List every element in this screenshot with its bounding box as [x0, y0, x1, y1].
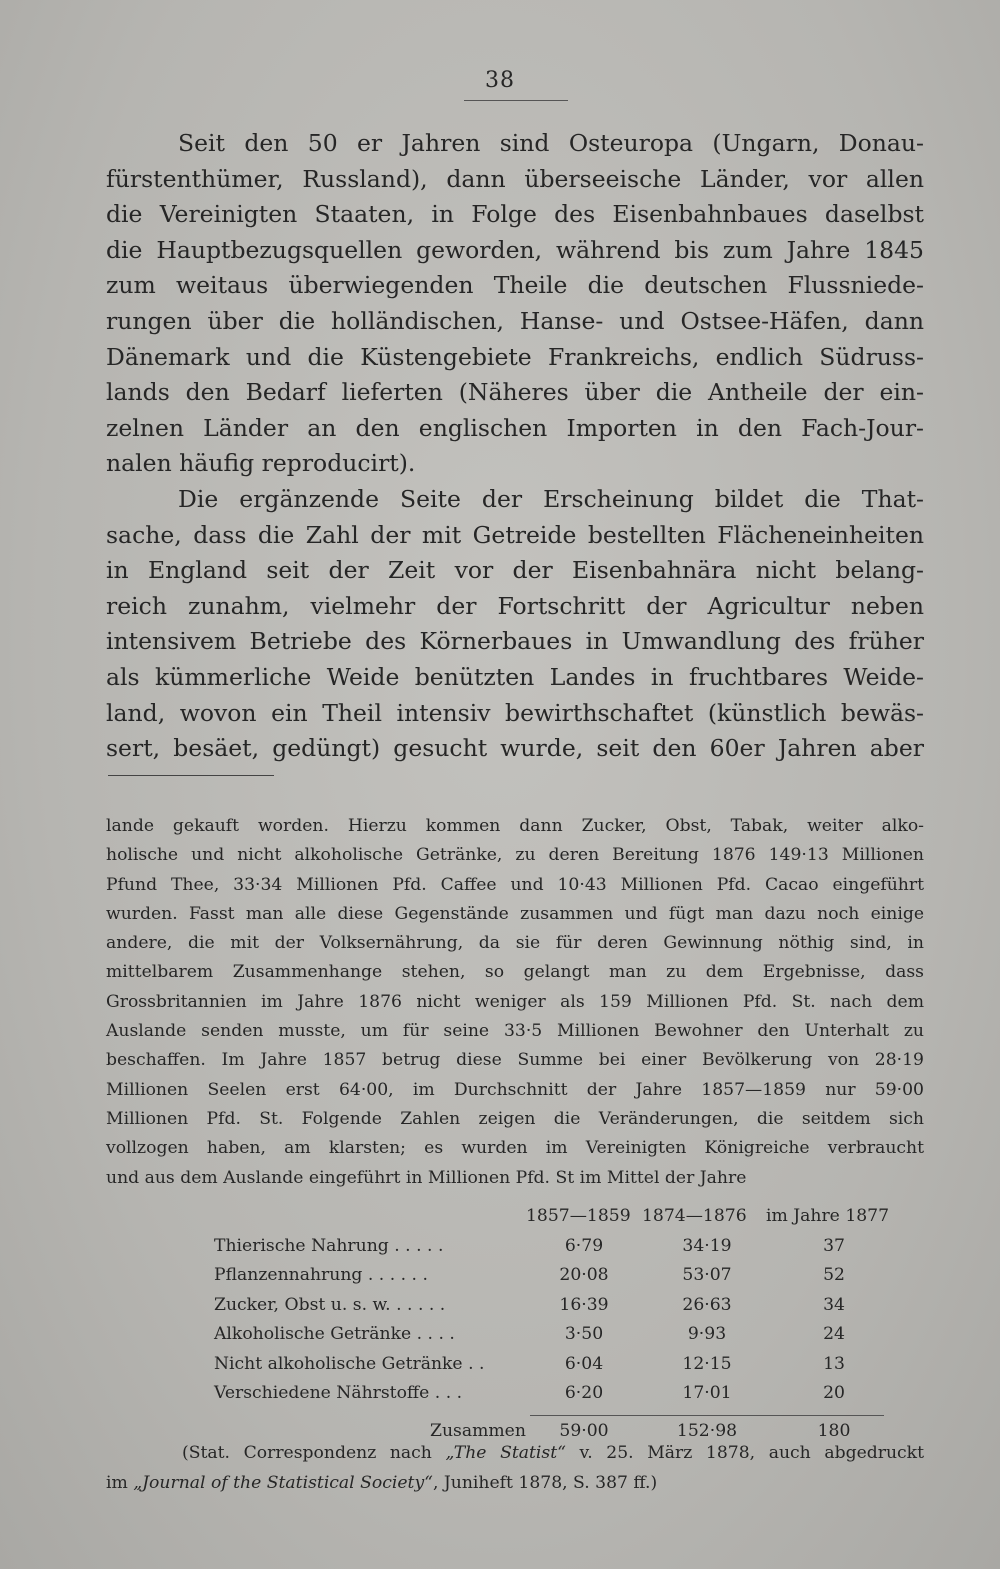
row-label: Alkoholische Getränke . . . .: [214, 1324, 455, 1344]
text-line: in England seit der Zeit vor der Eisenbahnära nicht belang-: [106, 556, 924, 585]
cell-value: 6·04: [564, 1353, 604, 1374]
citation: [106, 1438, 924, 1498]
cell-value: 24: [823, 1324, 845, 1344]
total-value: 152·98: [676, 1420, 738, 1441]
footnote-line: und aus dem Auslande eingeführt in Millionen Pfd. St im Mittel der Jahre: [106, 1167, 747, 1188]
table-row: [214, 1265, 894, 1295]
text-line: als kümmerliche Weide benützten Landes in fruchtbares Weide-: [106, 662, 924, 691]
text-line: land, wovon ein Theil intensiv bewirthschaftet (künstlich bewäs-: [106, 698, 924, 727]
cell-value: 34·19: [682, 1235, 732, 1256]
source-title: „Journal of the Statistical Society“: [133, 1473, 433, 1493]
footnote-line: vollzogen haben, am klarsten; es wurden im Vereinigten Königreiche verbraucht: [106, 1138, 924, 1159]
text-line: zelnen Länder an den englischen Importen in den Fach-Jour-: [106, 413, 924, 442]
main-text: [106, 126, 924, 767]
sum-rule: [530, 1415, 884, 1416]
cell-value: 13: [823, 1353, 845, 1374]
footnote-rule: [108, 775, 274, 776]
text-line: Die ergänzende Seite der Erscheinung bildet die That-: [178, 484, 924, 513]
table-row: [214, 1236, 894, 1266]
cell-value: 12·15: [682, 1353, 732, 1374]
text-line: rungen über die holländischen, Hanse- und Ostsee-Häfen, dann: [106, 306, 924, 335]
row-label: Pflanzennahrung . . . . . .: [214, 1265, 428, 1285]
footnote-line: beschaffen. Im Jahre 1857 betrug diese Summe bei einer Bevölkerung von 28·19: [106, 1050, 924, 1071]
row-label: Thierische Nahrung . . . . .: [214, 1235, 444, 1256]
cell-value: 37: [823, 1235, 845, 1256]
column-header: 1874—1876: [642, 1206, 747, 1226]
citation-line: im „Journal of the Statistical Society“, Juniheft 1878, S. 387 ff.): [106, 1473, 658, 1493]
text-line: die Hauptbezugsquellen geworden, während bis zum Jahre 1845: [106, 235, 924, 264]
footnote-line: Millionen Seelen erst 64·00, im Durchschnitt der Jahre 1857—1859 nur 59·00: [106, 1079, 924, 1100]
footnote-line: andere, die mit der Volksernährung, da sie für deren Gewinnung nöthig sind, in: [106, 933, 924, 954]
paragraph-2: [106, 482, 924, 767]
table-sum-rule-row: [214, 1413, 894, 1421]
total-value: 180: [817, 1420, 851, 1441]
page-number-rule: [464, 100, 568, 101]
cell-value: 3·50: [564, 1324, 604, 1344]
cell-value: 52: [823, 1265, 845, 1285]
footnote-line: holische und nicht alkoholische Getränke, zu deren Bereitung 1876 149·13 Millionen: [106, 845, 924, 866]
cell-value: 20: [823, 1383, 845, 1403]
row-label: Nicht alkoholische Getränke . .: [214, 1353, 485, 1374]
footnote-line: lande gekauft worden. Hierzu kommen dann Zucker, Obst, Tabak, weiter alko-: [106, 816, 924, 836]
cell-value: 34: [823, 1294, 845, 1315]
cell-value: 16·39: [559, 1294, 609, 1315]
text-line: nalen häufig reproducirt).: [106, 449, 416, 478]
page-number: 38: [485, 68, 515, 93]
footnote-line: Millionen Pfd. St. Folgende Zahlen zeigen die Veränderungen, die seitdem sich: [106, 1108, 924, 1129]
footnote-line: Auslande senden musste, um für seine 33·5 Millionen Bewohner den Unterhalt zu: [106, 1021, 924, 1042]
footnote-line: mittelbarem Zusammenhange stehen, so gelangt man zu dem Ergebnisse, dass: [106, 962, 924, 983]
cell-value: 53·07: [682, 1265, 732, 1285]
text-line: zum weitaus überwiegenden Theile die deutschen Flussniede-: [106, 271, 924, 300]
text-line: die Vereinigten Staaten, in Folge des Eisenbahnbaues daselbst: [106, 200, 924, 229]
column-header: im Jahre 1877: [766, 1206, 890, 1226]
cell-value: 17·01: [682, 1383, 732, 1403]
cell-value: 20·08: [559, 1265, 609, 1285]
text-line: reich zunahm, vielmehr der Fortschritt der Agricultur neben: [106, 591, 924, 620]
text-line: fürstenthümer, Russland), dann überseeische Länder, vor allen: [106, 164, 924, 193]
table-row: [214, 1383, 894, 1413]
table-header-row: [214, 1206, 894, 1236]
text-line: Seit den 50 er Jahren sind Osteuropa (Ungarn, Donau-: [178, 129, 924, 157]
column-header: 1857—1859: [526, 1206, 631, 1226]
table-row: [214, 1295, 894, 1325]
footnote-line: Grossbritannien im Jahre 1876 nicht weniger als 159 Millionen Pfd. St. nach dem: [106, 991, 924, 1012]
source-title: „The Statist“: [445, 1443, 566, 1463]
text-line: Dänemark und die Küstengebiete Frankreichs, endlich Südruss-: [106, 342, 924, 371]
total-label: Zusammen: [430, 1420, 526, 1441]
total-value: 59·00: [559, 1420, 609, 1441]
row-label: Verschiedene Nährstoffe . . .: [214, 1383, 463, 1403]
paragraph-1: [106, 126, 924, 482]
cell-value: 9·93: [687, 1324, 727, 1344]
table-row: [214, 1324, 894, 1354]
cell-value: 6·79: [564, 1235, 604, 1256]
consumption-table: [214, 1206, 894, 1450]
text-line: lands den Bedarf lieferten (Näheres über die Antheile der ein-: [106, 378, 924, 407]
footnote: [106, 812, 924, 1193]
row-label: Zucker, Obst u. s. w. . . . . .: [214, 1294, 446, 1315]
footnote-line: wurden. Fasst man alle diese Gegenstände zusammen und fügt man dazu noch einige: [106, 903, 924, 924]
citation-line: (Stat. Correspondenz nach „The Statist“ v. 25. März 1878, auch abgedruckt: [182, 1443, 924, 1463]
text-line: intensivem Betriebe des Körnerbaues in Umwandlung des früher: [106, 627, 924, 656]
table-row: [214, 1354, 894, 1384]
cell-value: 6·20: [564, 1383, 604, 1403]
text-line: sert, besäet, gedüngt) gesucht wurde, seit den 60er Jahren aber: [106, 734, 924, 763]
text-line: sache, dass die Zahl der mit Getreide bestellten Flächeneinheiten: [106, 520, 924, 549]
footnote-line: Pfund Thee, 33·34 Millionen Pfd. Caffee und 10·43 Millionen Pfd. Cacao eingeführt: [106, 874, 924, 895]
cell-value: 26·63: [682, 1294, 732, 1315]
